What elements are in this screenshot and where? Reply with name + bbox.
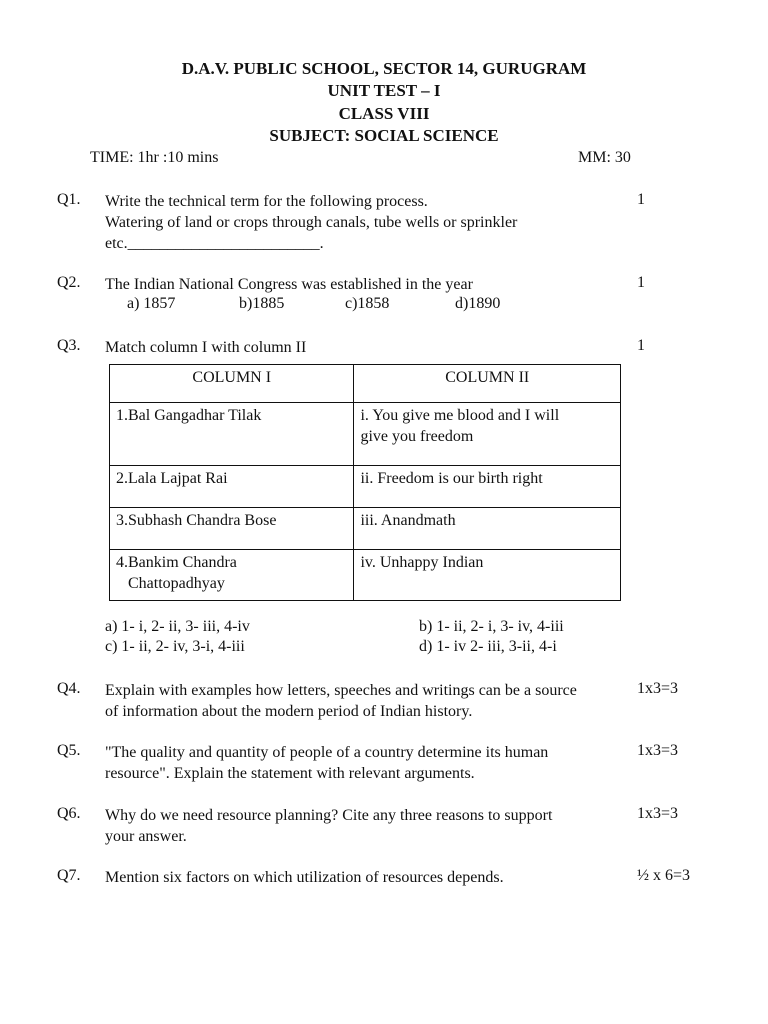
- row2-col2: ii. Freedom is our birth right: [354, 466, 621, 508]
- q3-option-a: a) 1- i, 2- ii, 3- iii, 4-iv: [105, 618, 250, 635]
- q5-marks: 1x3=3: [637, 742, 679, 759]
- q3-number: Q3.: [57, 337, 81, 354]
- q2-option-b: b)1885: [239, 295, 285, 312]
- row3-col1: 3.Subhash Chandra Bose: [110, 508, 354, 550]
- max-marks: MM: 30: [578, 149, 631, 166]
- q3-text: Match column I with column II: [105, 339, 307, 356]
- q2-option-c: c)1858: [345, 295, 390, 312]
- q2-option-d: d)1890: [455, 295, 501, 312]
- q1-line1: Write the technical term for the following process.: [105, 193, 428, 210]
- q6-number: Q6.: [57, 805, 81, 822]
- row2-col1: 2.Lala Lajpat Rai: [110, 466, 354, 508]
- test-name: UNIT TEST – I: [327, 81, 441, 100]
- q4-marks: 1x3=3: [637, 680, 679, 697]
- q3-option-c: c) 1- ii, 2- iv, 3-i, 4-iii: [105, 638, 245, 655]
- q7-text: Mention six factors on which utilization of resources depends.: [105, 869, 504, 886]
- q4-line2: of information about the modern period of Indian history.: [105, 703, 473, 720]
- school-name: D.A.V. PUBLIC SCHOOL, SECTOR 14, GURUGRAM: [181, 59, 587, 78]
- row4-col1: [110, 550, 354, 601]
- table-row: [110, 550, 621, 601]
- q5-text: [105, 742, 548, 784]
- q5-line2: resource". Explain the statement with relevant arguments.: [105, 765, 475, 782]
- q2-text: The Indian National Congress was established in the year: [105, 276, 473, 293]
- q7-marks: ½ x 6=3: [637, 867, 691, 884]
- q6-text: [105, 805, 552, 847]
- q1-number: Q1.: [57, 191, 81, 208]
- time-allowed: TIME: 1hr :10 mins: [90, 149, 219, 166]
- subject-name: SUBJECT: SOCIAL SCIENCE: [269, 126, 499, 145]
- q2-number: Q2.: [57, 274, 81, 291]
- q4-text: [105, 680, 577, 722]
- match-table: [109, 364, 621, 601]
- table-row: [110, 403, 621, 466]
- class-name: CLASS VIII: [338, 104, 430, 123]
- q1-text: [105, 191, 517, 254]
- row1-col2-line1: i. You give me blood and I will: [360, 407, 560, 424]
- row4-col1-line2: Chattopadhyay: [128, 575, 225, 592]
- row1-col2-line2: give you freedom: [360, 428, 474, 445]
- table-row: [110, 466, 621, 508]
- q6-line1: Why do we need resource planning? Cite any three reasons to support: [105, 807, 553, 824]
- q3-option-b: b) 1- ii, 2- i, 3- iv, 4-iii: [419, 618, 564, 635]
- q7-number: Q7.: [57, 867, 81, 884]
- q3-option-d: d) 1- iv 2- iii, 3-ii, 4-i: [419, 638, 557, 655]
- q1-line2: Watering of land or crops through canals, tube wells or sprinkler: [105, 214, 518, 231]
- q2-option-a: a) 1857: [127, 295, 176, 312]
- table-row: [110, 508, 621, 550]
- row1-col2: [354, 403, 621, 466]
- q5-line1: "The quality and quantity of people of a country determine its human: [105, 744, 549, 761]
- row4-col2: iv. Unhappy Indian: [354, 550, 621, 601]
- q6-line2: your answer.: [105, 828, 187, 845]
- q5-number: Q5.: [57, 742, 81, 759]
- row3-col2: iii. Anandmath: [354, 508, 621, 550]
- q3-marks: 1: [637, 337, 645, 354]
- q4-line1: Explain with examples how letters, speeches and writings can be a source: [105, 682, 577, 699]
- q6-marks: 1x3=3: [637, 805, 679, 822]
- column-1-header: COLUMN I: [110, 365, 354, 403]
- match-table-header-row: [110, 365, 621, 403]
- row1-col1: 1.Bal Gangadhar Tilak: [110, 403, 354, 466]
- q4-number: Q4.: [57, 680, 81, 697]
- q2-marks: 1: [637, 274, 645, 291]
- q1-marks: 1: [637, 191, 645, 208]
- column-2-header: COLUMN II: [354, 365, 621, 403]
- row4-col1-line1: 4.Bankim Chandra: [116, 554, 237, 571]
- q1-line3: etc.________________________.: [105, 235, 324, 252]
